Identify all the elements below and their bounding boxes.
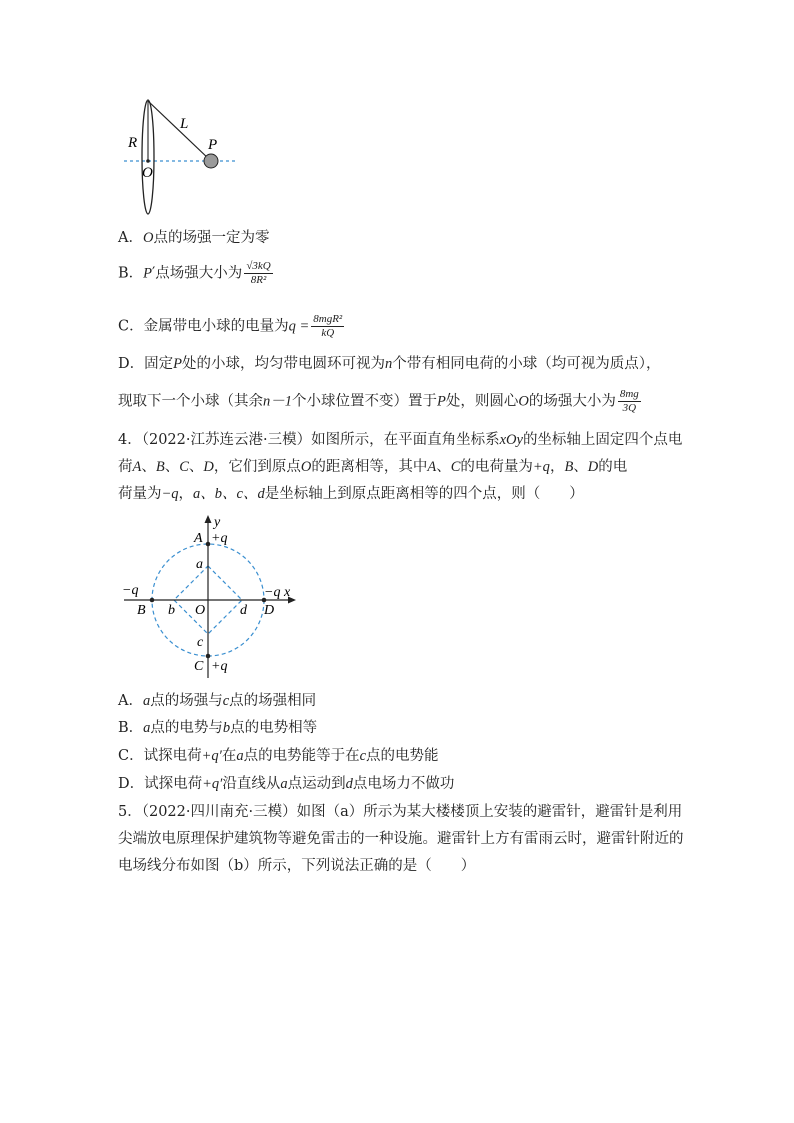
label-c: c	[197, 635, 204, 650]
label-O: O	[195, 603, 206, 618]
charge-C-dot	[206, 654, 211, 659]
label-x: x	[284, 585, 291, 600]
label-y: y	[214, 515, 221, 530]
fraction-d: $\frac{8mg}{3Q}$	[619, 388, 639, 414]
q3-option-b: B．P′点场强大小为 $\frac{√3kQ}{\text{8R²}}$	[118, 260, 271, 286]
charge-B-dot	[150, 598, 155, 603]
label-d: d	[240, 603, 247, 618]
label-C: C	[194, 659, 204, 674]
ring-ball-figure	[118, 95, 248, 220]
label-a: a	[196, 557, 203, 572]
q5-stem-line2: 尖端放电原理保护建筑物等避免雷击的一种设施。避雷针上方有雷雨云时，避雷针附近的	[118, 831, 684, 847]
string-L	[148, 101, 210, 160]
label-qB: −q	[122, 583, 139, 598]
q4-stem-line3: 荷量为−q，a、b、c、d是坐标轴上到原点距离相等的四个点，则（ ）	[118, 486, 584, 502]
label-qA: +q	[211, 531, 228, 546]
q4-option-c: C．试探电荷+q′在a点的电势能等于在c点的电势能	[118, 748, 439, 764]
charge-A-dot	[206, 542, 211, 547]
q3-option-d-line2: 现取下一个小球（其余n－1个小球位置不变）置于P处，则圆心O的场强大小为 $\frac{8mg}{3Q}$	[118, 388, 639, 414]
ball-P	[204, 154, 218, 168]
q4-stem-line1: 4．（2022·江苏连云港·三模）如图所示，在平面直角坐标系xOy的坐标轴上固定四个点电	[118, 432, 683, 448]
label-P: P	[208, 137, 218, 153]
label-D: D	[264, 603, 275, 618]
q3-option-a: A．O点的场强一定为零	[118, 230, 270, 246]
charges-coordinate-figure	[118, 510, 303, 680]
q3-option-c: C．金属带电小球的电量为q = $\frac{\text{8mgR²}}{kQ}$	[118, 313, 343, 339]
q5-stem-line1: 5．（2022·四川南充·三模）如图（a）所示为某大楼楼顶上安装的避雷针，避雷针是利用	[118, 804, 683, 820]
label-B: B	[137, 603, 146, 618]
label-b: b	[168, 603, 175, 618]
q4-option-b: B．a点的电势与b点的电势相等	[118, 720, 318, 736]
q4-stem-line2: 荷A、B、C、D，它们到原点O的距离相等，其中A、C的电荷量为+q，B、D的电	[118, 459, 628, 475]
label-qD: −q	[264, 585, 281, 600]
q5-stem-line3: 电场线分布如图（b）所示，下列说法正确的是（ ）	[118, 858, 476, 874]
label-R: R	[128, 135, 138, 151]
label-qC: +q	[211, 659, 228, 674]
y-axis-arrow-icon	[205, 515, 212, 523]
q3-option-d-line1: D．固定P处的小球，均匀带电圆环可视为n个带有相同电荷的小球（均可视为质点），	[118, 356, 661, 372]
q4-option-a: A．a点的场强与c点的场强相同	[118, 693, 317, 709]
fraction-c: $\frac{\text{8mgR²}}{kQ}$	[313, 313, 343, 339]
q4-option-d: D．试探电荷+q′沿直线从a点运动到d点电场力不做功	[118, 776, 455, 792]
center-O-dot	[146, 159, 150, 163]
label-O: O	[142, 165, 153, 181]
fraction-b: $\frac{√3kQ}{\text{8R²}}$	[246, 260, 271, 286]
label-A: A	[194, 531, 203, 546]
label-L: L	[180, 116, 189, 132]
